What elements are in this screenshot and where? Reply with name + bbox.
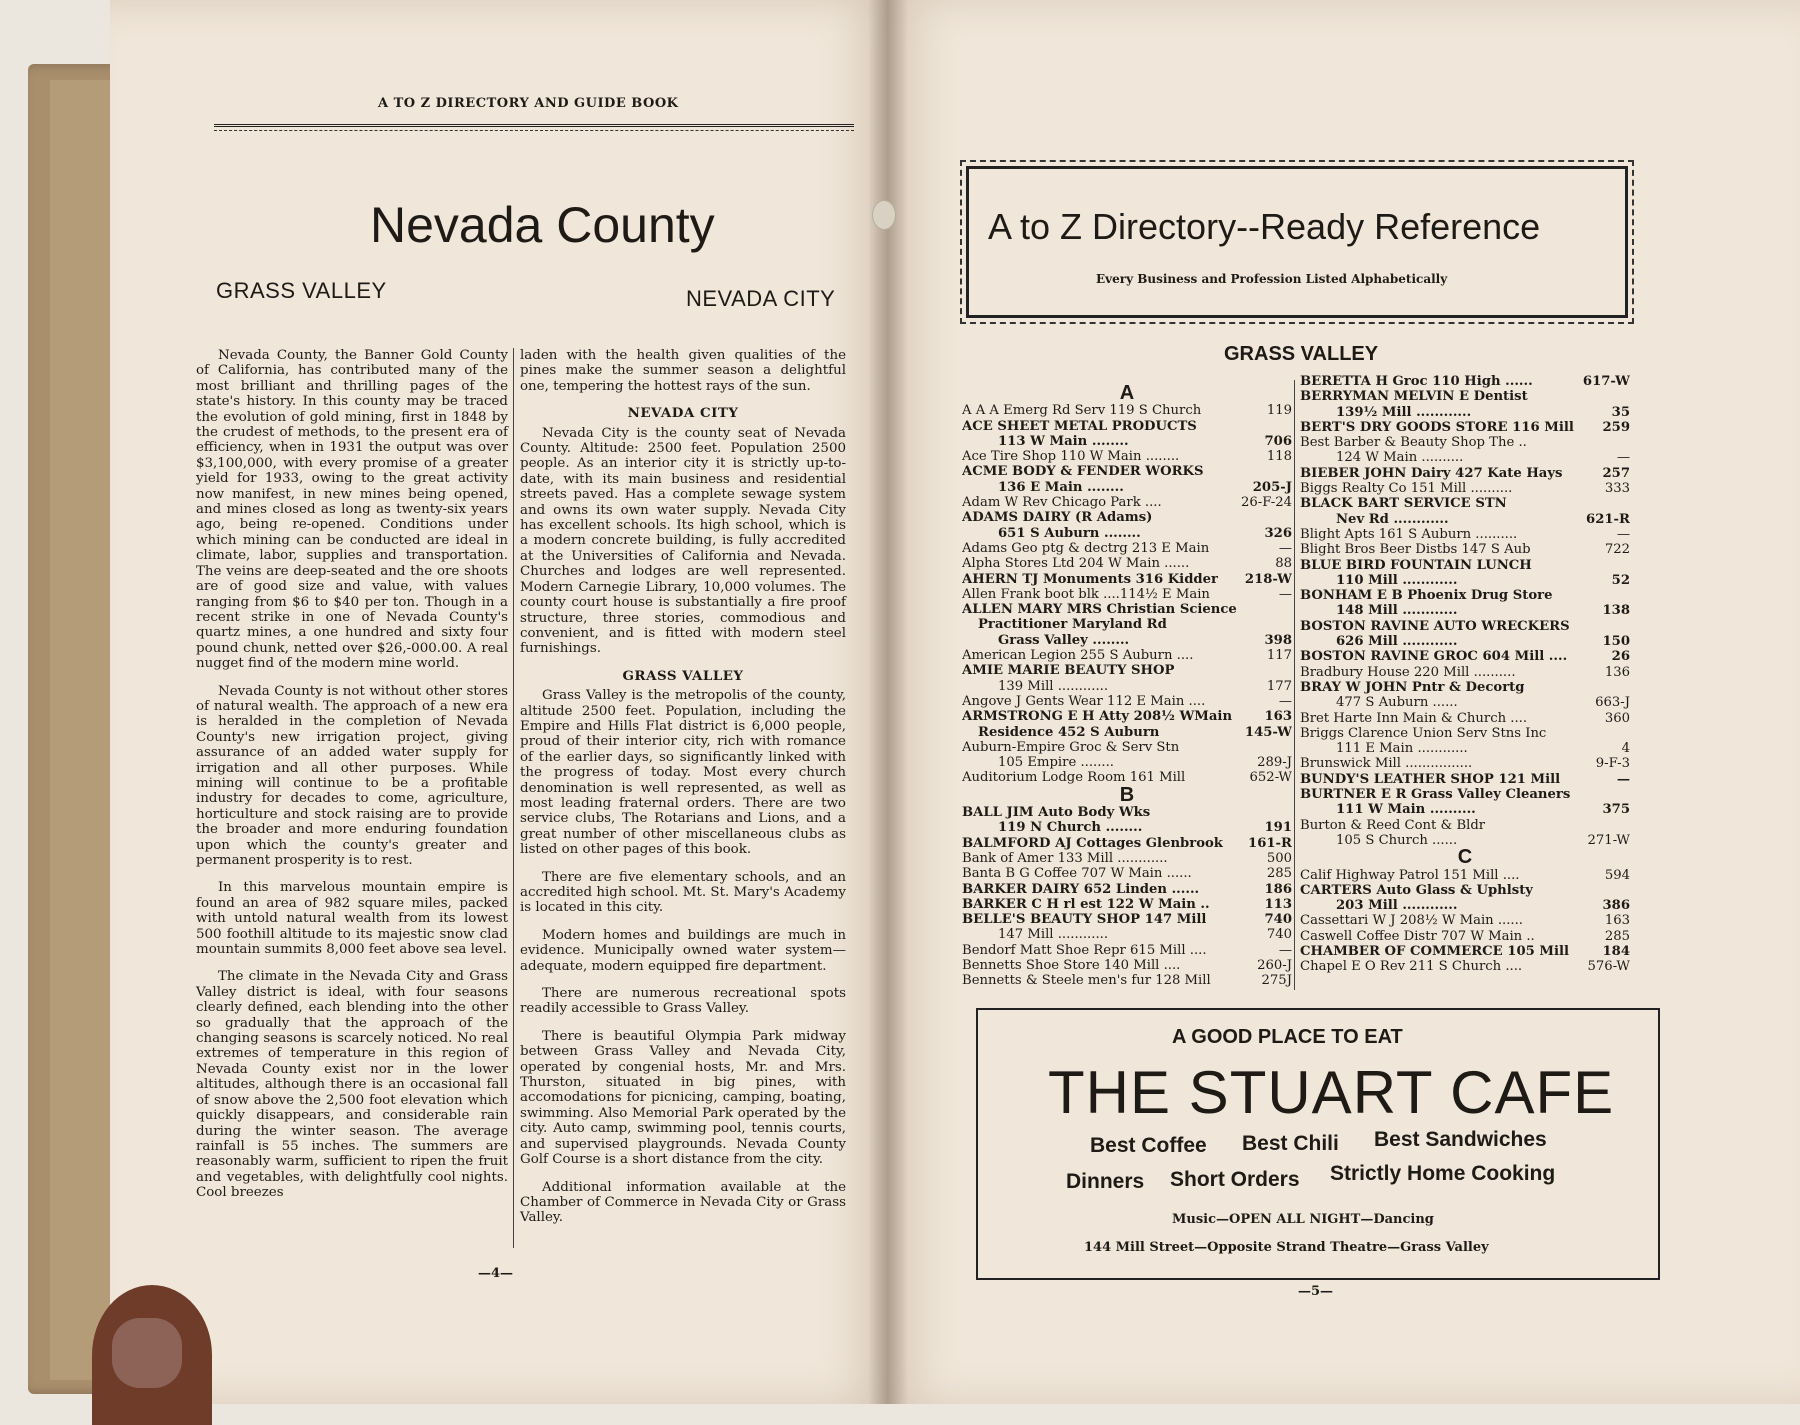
entry-phone: 119 [1266,403,1292,419]
directory-entry [1300,898,1630,913]
paragraph: Nevada City is the county seat of Nevada County. Altitude: 2500 feet. Population 2500 people. As an interior city it is strictly up-to-date, with its main business and residential streets paved. Has a complete sewage system and owns its own water supply. Nevada City has excellent schools. Its high school, which is a modern concrete building, is fully accredited at the Universities of California and Nevada. Churches and lodges are well represented. Modern Carnegie Library, 10,000 volumes. The county court house is substantially a fire proof structure, three stories, commodious and convenient, and is fitted with modern steel furnishings. [520,425,846,657]
entry-phone: 52 [1611,572,1630,588]
entry-phone [1288,663,1292,678]
entry-name: ARMSTRONG E H Atty 208½ WMain [962,709,1233,725]
entry-phone [1626,787,1630,802]
entry-name: BUNDY'S LEATHER SHOP 121 Mill [1300,771,1561,787]
entry-name: Brunswick Mill ................ [1300,756,1473,772]
entry-phone: — [1616,450,1630,466]
entry-name: Residence 452 S Auburn [978,724,1160,740]
entry-name: 477 S Auburn ...... [1336,695,1458,711]
entry-phone: 88 [1275,556,1292,572]
directory-entry [962,526,1292,541]
entry-name: 136 E Main ........ [998,479,1124,495]
entry-name: BALL JIM Auto Body Wks [962,805,1151,821]
entry-name: Nev Rd ............ [1336,511,1449,527]
entry-phone: 218-W [1244,571,1292,587]
letter-heading-c: C [1457,846,1473,869]
directory-entry [962,419,1292,434]
entry-phone: 375 [1602,802,1630,818]
directory-entry [1300,481,1630,496]
directory-entry [962,755,1292,770]
entry-name: 110 Mill ............ [1336,572,1458,588]
directory-entry [962,434,1292,449]
entry-name: 111 W Main .......... [1336,802,1476,818]
entry-phone: 113 [1264,896,1292,912]
ad-item: Best Coffee [1090,1134,1207,1157]
directory-entry [962,633,1292,648]
entry-name: BRAY W JOHN Pntr & Decortg [1300,679,1525,695]
paragraph: Nevada County, the Banner Gold County of California, has contributed many of the most brilliant and thrilling pages of the state's history. In this county may be traced the evolution of gold mining, first in 1848 by the crudest of methods, to the present era of efficiency, when in 1931 the output was over $3,100,000, with every promise of a greater yield for 1933, owing to the great activity now manifest, in new mines being opened, and mines closed as long as twenty-six years ago, being re-opened. Conditions under which mining can be conducted are ideal in climate, labor, supplies and transportation. The veins are deep-seated and the ore shoots are of good size and value, with values ranging from $6 to $40 per ton. Though in a recent strike in one of Nevada County's quartz mines, a one hundred and sixty four pound chunk, netted over $26,-000.00. A real nugget find of the modern mine world. [196,348,508,672]
entry-phone: 663-J [1595,695,1630,711]
entry-name: Calif Highway Patrol 151 Mill .... [1300,867,1520,883]
directory-entry [962,740,1292,755]
entry-phone [1288,464,1292,479]
entry-phone: 257 [1602,465,1630,481]
book-cover-edge [50,80,110,1380]
entry-name: BIEBER JOHN Dairy 427 Kate Hays [1300,465,1563,481]
entry-name: A A A Emerg Rd Serv 119 S Church [962,403,1202,419]
entry-name: ACME BODY & FENDER WORKS [962,464,1204,480]
entry-name: BARKER C H rl est 122 W Main .. [962,896,1210,912]
directory-entry [962,480,1292,495]
directory-entry [962,495,1292,510]
entry-phone [1288,602,1292,617]
entry-phone: 177 [1266,678,1292,694]
entry-phone: 722 [1604,542,1630,558]
entry-phone: 500 [1266,850,1292,866]
directory-entry [962,709,1292,724]
entry-phone: 26-F-24 [1240,495,1292,511]
running-head: A TO Z DIRECTORY AND GUIDE BOOK [378,96,679,111]
entry-name: 124 W Main .......... [1336,450,1464,466]
directory-entry [962,912,1292,927]
entry-name: 105 S Church ...... [1336,832,1458,848]
directory-entry [962,679,1292,694]
header-rule [214,124,854,127]
entry-phone: 138 [1602,603,1630,619]
entry-phone [1288,805,1292,820]
directory-entry [1300,726,1630,741]
entry-name: Briggs Clarence Union Serv Stns Inc [1300,725,1547,741]
entry-name: BLACK BART SERVICE STN [1300,496,1507,512]
entry-phone: 184 [1602,943,1630,959]
paragraph: In this marvelous mountain empire is found an area of 982 square miles, packed with untold natural wealth from its lowest 500 foothill altitude to its majestic snow clad mountain summits 8,000 feet above sea level. [196,880,508,958]
entry-name: Bradbury House 220 Mill .......... [1300,664,1516,680]
entry-name: 139½ Mill ............ [1336,404,1472,420]
entry-phone: — [1278,586,1292,602]
c-entries [1300,868,1630,975]
directory-entry [962,464,1292,479]
paragraph: There are five elementary schools, and an accredited high school. Mt. St. Mary's Academy is located in this city. [520,869,846,916]
directory-entry [1300,527,1630,542]
entry-name: Chapel E O Rev 211 S Church .... [1300,959,1523,975]
entry-phone: 275J [1261,973,1292,989]
entry-phone: 205-J [1252,479,1292,495]
entry-phone: 285 [1604,928,1630,944]
entry-name: Adams Geo ptg & dectrg 213 E Main [962,540,1210,556]
directory-entry [1300,929,1630,944]
ad-item: Best Chili [1242,1132,1339,1155]
entry-name: Blight Apts 161 S Auburn .......... [1300,526,1518,542]
ad-business-name: THE STUART CAFE [1048,1059,1615,1126]
entry-phone: — [1278,942,1292,958]
directory-entry [962,648,1292,663]
entry-phone: 9-F-3 [1595,756,1630,772]
entry-name: 147 Mill ............ [998,927,1109,943]
directory-entry [1300,450,1630,465]
entry-phone [1626,496,1630,511]
entry-name: BARKER DAIRY 652 Linden ...... [962,881,1200,897]
entry-name: Bendorf Matt Shoe Repr 615 Mill .... [962,942,1207,958]
entry-name: Biggs Realty Co 151 Mill .......... [1300,481,1513,497]
directory-entry [1300,389,1630,404]
entry-name: Ace Tire Shop 110 W Main ........ [962,449,1180,465]
directory-entry [962,897,1292,912]
entry-name: Bennetts Shoe Store 140 Mill .... [962,957,1181,973]
page-title: Nevada County [370,197,715,253]
paragraph: Modern homes and buildings are much in evidence. Municipally owned water system—adequate, modern equipped fire department. [520,927,846,974]
directory-entry [962,403,1292,418]
directory-entry [1300,680,1630,695]
entry-name: BALMFORD AJ Cottages Glenbrook [962,835,1223,851]
entry-phone: 333 [1604,481,1630,497]
directory-entry [962,866,1292,881]
entry-name: American Legion 255 S Auburn .... [962,648,1194,664]
entry-name: AHERN TJ Monuments 316 Kidder [962,571,1218,587]
directory-entry [962,602,1292,617]
entry-phone: 259 [1602,419,1630,435]
header-rule-dashed [214,130,854,131]
entry-name: 139 Mill ............ [998,678,1109,694]
entry-phone: 145-W [1244,724,1292,740]
ad-headline: A GOOD PLACE TO EAT [1172,1026,1403,1048]
entry-phone: — [1278,540,1292,556]
paragraph: The climate in the Nevada City and Grass Valley district is ideal, with four seasons clearly defined, each blending into the other so gradually that the approach of the changing seasons is scarcely noticed. No real extremes of temperature in this region of Nevada County exist nor in the lower altitudes, although there is an occasional fall of snow above the 2,500 foot elevation which quickly disappears, and considerable rain during the winter season. The average rainfall is 55 inches. The summers are reasonably warm, sufficient to ripen the fruit and vegetables, with delightfully cool nights. Cool breezes [196,969,508,1201]
entry-name: Alpha Stores Ltd 204 W Main ...... [962,556,1190,572]
directory-entry [1300,649,1630,664]
thumbnail-nail [112,1318,182,1388]
directory-entry [1300,420,1630,435]
entry-name: BOSTON RAVINE AUTO WRECKERS [1300,618,1570,634]
entry-phone: 289-J [1257,755,1292,771]
entry-name: 626 Mill ............ [1336,634,1458,650]
subtitle-grass-valley: GRASS VALLEY [216,278,387,303]
letter-heading-a: A [1119,382,1135,404]
entry-name: ACE SHEET METAL PRODUCTS [962,418,1197,434]
subtitle-nevada-city: NEVADA CITY [686,286,836,311]
paragraph: There are numerous recreational spots readily accessible to Grass Valley. [520,986,846,1017]
entry-name: ADAMS DAIRY (R Adams) [962,510,1153,526]
entry-phone: — [1616,771,1630,787]
directory-entry [1300,695,1630,710]
directory-entry [1300,542,1630,557]
directory-entry [1300,802,1630,817]
directory-right-column [1300,374,1630,975]
entry-phone [1626,883,1630,898]
entry-phone: 35 [1611,404,1630,420]
entry-name: CARTERS Auto Glass & Uphlsty [1300,882,1533,898]
entry-name: BONHAM E B Phoenix Drug Store [1300,588,1553,604]
entry-name: 111 E Main ............ [1336,741,1468,757]
ad-item: Dinners [1066,1170,1145,1193]
directory-entry [1300,959,1630,974]
column-divider [513,348,514,1248]
entry-phone: 740 [1264,912,1292,928]
directory-entry [1300,573,1630,588]
ad-item: Best Sandwiches [1374,1128,1547,1151]
directory-entry [1300,466,1630,481]
paragraph: Grass Valley is the metropolis of the county, altitude 2500 feet. Population, including the Empire and Hills Flat district is 6,000 people, proud of their interior city, rich with romance of the earlier days, so significantly linked with the progress of today. Most every church denomination is well represented, as well as most leading fraternal orders. There are two service clubs, The Rotarians and Lions, and a great number of other miscellaneous clubs as listed on other pages of this book. [520,688,846,858]
entry-phone: — [1616,526,1630,542]
directory-title: A to Z Directory--Ready Reference [988,206,1541,247]
entry-phone: 326 [1264,525,1292,541]
directory-entry [962,572,1292,587]
paragraph: Nevada County is not without other stores of natural wealth. The approach of a new era is heralded in the completion of Nevada County's new irrigation project, giving assurance of an added water supply for irrigation and all other purposes. While mining will continue to be a profitable industry for decades to come, agriculture, horticulture and stock raising are to provide the broader and more enduring foundation upon which the county's greater and permanent prosperity is to rest. [196,683,508,868]
entry-name: Bank of Amer 133 Mill ............ [962,850,1168,866]
directory-entry [1300,512,1630,527]
entry-phone [1626,680,1630,695]
directory-entry [962,820,1292,835]
entry-phone: — [1278,693,1292,709]
entry-name: Bret Harte Inn Main & Church .... [1300,710,1528,726]
entry-phone [1626,389,1630,404]
directory-entry [962,617,1292,632]
entry-phone: 706 [1264,433,1292,449]
page-number-right: —5— [1298,1284,1334,1299]
entry-phone: 150 [1602,634,1630,650]
entry-name: Burton & Reed Cont & Bldr [1300,817,1486,833]
entry-phone: 360 [1604,710,1630,726]
entry-name: Caswell Coffee Distr 707 W Main .. [1300,928,1535,944]
entry-phone: 576-W [1587,959,1630,975]
entry-name: ALLEN MARY MRS Christian Science [962,602,1237,618]
entry-name: Grass Valley ........ [998,632,1130,648]
directory-entry [1300,741,1630,756]
directory-entry [1300,868,1630,883]
entry-name: Bennetts & Steele men's fur 128 Mill [962,973,1211,989]
directory-entry [1300,913,1630,928]
directory-entry [1300,772,1630,787]
entry-phone [1288,419,1292,434]
entry-phone [1626,558,1630,573]
directory-entry [1300,496,1630,511]
page-number-left: —4— [478,1266,514,1281]
entry-name: Allen Frank boot blk ....114½ E Main [962,586,1210,602]
entry-phone: 621-R [1586,511,1630,527]
right-column [520,348,846,1238]
directory-entry [962,851,1292,866]
entry-phone: 136 [1604,664,1630,680]
directory-entry [962,510,1292,525]
entry-phone: 163 [1264,709,1292,725]
ad-address: 144 Mill Street—Opposite Strand Theatre—Grass Valley [1084,1240,1489,1255]
directory-entry [1300,588,1630,603]
entry-phone: 617-W [1582,374,1630,389]
directory-entry [1300,435,1630,450]
entry-name: Angove J Gents Wear 112 E Main .... [962,693,1206,709]
directory-entry [1300,711,1630,726]
directory-subtitle: Every Business and Profession Listed Alphabetically [1096,272,1448,286]
entry-phone: 4 [1621,741,1630,757]
entry-name: Blight Bros Beer Distbs 147 S Aub [1300,542,1531,558]
section-title: GRASS VALLEY [1224,343,1379,365]
entry-name: BLUE BIRD FOUNTAIN LUNCH [1300,557,1532,573]
directory-entry [1300,634,1630,649]
directory-entry [962,882,1292,897]
directory-entry [962,694,1292,709]
entry-phone: 186 [1264,881,1292,897]
entry-phone [1626,435,1630,450]
entry-name: 105 Empire ........ [998,755,1114,771]
entry-phone: 163 [1604,913,1630,929]
directory-entry [1300,944,1630,959]
entry-name: Practitioner Maryland Rd [978,617,1167,633]
entry-phone: 594 [1604,867,1630,883]
entry-phone [1288,510,1292,525]
entry-phone [1288,740,1292,755]
paragraph: There is beautiful Olympia Park midway between Grass Valley and Nevada City, operated by congenial hosts, Mr. and Mrs. Thurston, situated in big pines, with accomodations for picnicing, camping, boating, swimming. Also Memorial Park operated by the city. Auto camp, swimming pool, tennis courts, and supervised playgrounds. Nevada County Golf Course is a short distance from the city. [520,1028,846,1168]
directory-entry [1300,558,1630,573]
ad-item: Short Orders [1170,1168,1300,1191]
entry-phone: 285 [1266,866,1292,882]
entry-phone: 386 [1602,898,1630,914]
entry-phone: 740 [1266,927,1292,943]
a-entries [962,403,1292,785]
entry-name: BERT'S DRY GOODS STORE 116 Mill [1300,419,1574,435]
entry-phone: 191 [1264,820,1292,836]
directory-entry [962,587,1292,602]
entry-name: 651 S Auburn ........ [998,525,1141,541]
directory-entry [962,805,1292,820]
entry-name: AMIE MARIE BEAUTY SHOP [962,663,1175,679]
directory-entry [962,449,1292,464]
paragraph: Additional information available at the Chamber of Commerce in Nevada City or Grass Valley. [520,1179,846,1226]
directory-entry [1300,818,1630,833]
entry-phone: 161-R [1248,835,1292,851]
b-entries-left [962,805,1292,989]
entry-name: Banta B G Coffee 707 W Main ...... [962,866,1192,882]
entry-name: CHAMBER OF COMMERCE 105 Mill [1300,943,1570,959]
directory-entry [962,973,1292,988]
entry-name: 113 W Main ........ [998,433,1129,449]
directory-column-divider [1294,380,1295,990]
directory-entry [962,958,1292,973]
letter-heading-b: B [1119,783,1135,806]
directory-entry [962,541,1292,556]
directory-entry [1300,619,1630,634]
directory-entry [962,556,1292,571]
entry-name: BELLE'S BEAUTY SHOP 147 Mill [962,912,1207,928]
directory-entry [962,927,1292,942]
ad-item: Strictly Home Cooking [1330,1162,1556,1185]
entry-name: Cassettari W J 208½ W Main ...... [1300,913,1524,929]
entry-name: BERETTA H Groc 110 High ...... [1300,374,1533,389]
entry-phone: 26 [1611,649,1630,665]
entry-name: 148 Mill ............ [1336,603,1458,619]
entry-name: Auditorium Lodge Room 161 Mill [962,770,1186,786]
directory-entry [1300,787,1630,802]
entry-name: BERRYMAN MELVIN E Dentist [1300,389,1528,405]
entry-name: Best Barber & Beauty Shop The .. [1300,435,1527,451]
entry-name: Adam W Rev Chicago Park .... [962,495,1162,511]
entry-phone [1626,818,1630,833]
entry-phone: 271-W [1587,832,1630,848]
entry-phone: 398 [1264,632,1292,648]
directory-entry [1300,665,1630,680]
directory-entry [1300,405,1630,420]
directory-entry [1300,756,1630,771]
directory-entry [962,943,1292,958]
entry-name: 203 Mill ............ [1336,898,1458,914]
binding-string [872,200,896,230]
left-column [196,348,508,1213]
entry-phone: 118 [1266,449,1292,465]
directory-entry [962,663,1292,678]
entry-name: Auburn-Empire Groc & Serv Stn [962,739,1180,755]
entry-phone: 652-W [1249,770,1292,786]
entry-phone: 117 [1266,648,1292,664]
entry-name: 119 N Church ........ [998,820,1143,836]
directory-entry [962,725,1292,740]
entry-phone [1288,617,1292,632]
directory-left-column [962,384,1292,989]
directory-entry [1300,374,1630,389]
directory-entry [1300,883,1630,898]
entry-phone [1626,726,1630,741]
entry-name: BURTNER E R Grass Valley Cleaners [1300,787,1571,803]
entry-phone: 260-J [1257,957,1292,973]
entry-name: BOSTON RAVINE GROC 604 Mill .... [1300,649,1568,665]
b-entries-right [1300,374,1630,848]
section-heading-grass-valley: GRASS VALLEY [622,667,744,684]
ad-music: Music—OPEN ALL NIGHT—Dancing [1172,1212,1434,1227]
entry-phone [1626,619,1630,634]
entry-phone [1626,588,1630,603]
directory-entry [962,836,1292,851]
section-heading-nevada-city: NEVADA CITY [627,405,739,422]
directory-entry [1300,603,1630,618]
paragraph: laden with the health given qualities of the pines make the summer season a delightful one, tempering the hottest rays of the sun. [520,348,846,394]
